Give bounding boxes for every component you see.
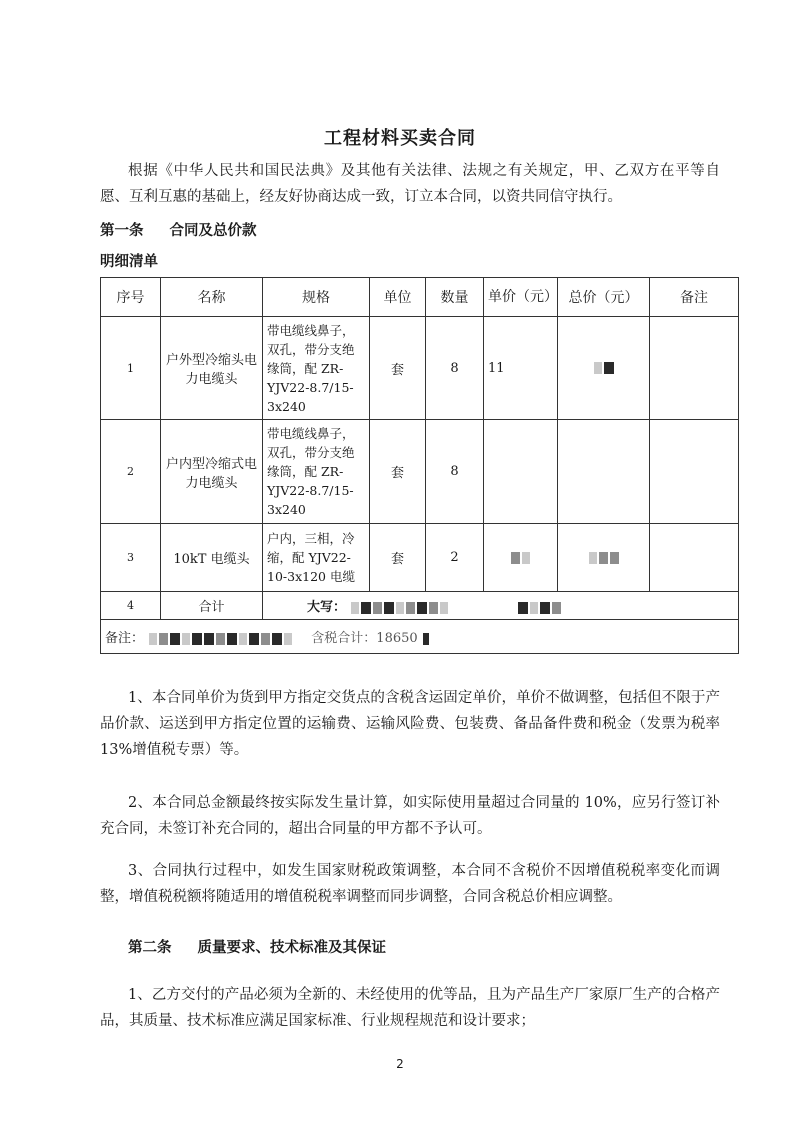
redaction-mark bbox=[272, 633, 282, 645]
table-total-row bbox=[101, 592, 739, 620]
article-2-clause-1: 1、乙方交付的产品必须为全新的、未经使用的优等品，且为产品生产厂家原厂生产的合格产品，其质量、技术标准应满足国家标准、行业规程规范和设计要求； bbox=[100, 987, 720, 1029]
detail-table bbox=[100, 277, 739, 654]
cell-unit: 套 bbox=[370, 420, 426, 524]
cell-remark bbox=[650, 317, 739, 420]
redaction-mark bbox=[373, 602, 382, 614]
redaction-mark bbox=[522, 552, 530, 564]
capital-label: 大写： bbox=[307, 600, 347, 615]
redaction-mark bbox=[204, 633, 214, 645]
cell-remark bbox=[650, 420, 739, 524]
redaction-mark bbox=[216, 633, 225, 645]
header-qty: 数量 bbox=[426, 278, 484, 317]
cell-total bbox=[558, 524, 650, 592]
redaction-mark bbox=[249, 633, 259, 645]
redaction-mark bbox=[261, 633, 270, 645]
header-remark: 备注 bbox=[650, 278, 739, 317]
cell-spec: 带电缆线鼻子，双孔，带分支绝缘筒，配 ZR-YJV22-8.7/15-3x240 bbox=[263, 317, 370, 420]
redaction-mark bbox=[530, 602, 538, 614]
article-1-heading bbox=[100, 219, 257, 240]
intro-paragraph: 根据《中华人民共和国民法典》及其他有关法律、法规之有关规定，甲、乙双方在平等自愿、互利互惠的基础上，经友好协商达成一致，订立本合同，以资共同信守执行。 bbox=[100, 163, 720, 205]
redaction-mark bbox=[149, 633, 157, 645]
cell-unit-price-value: 11 bbox=[488, 360, 505, 376]
redaction-mark bbox=[429, 602, 438, 614]
redaction-mark bbox=[511, 552, 520, 564]
cell-unit-price bbox=[484, 317, 558, 420]
table-row bbox=[101, 524, 739, 592]
redaction-mark bbox=[599, 552, 608, 564]
article-1-title: 合同及总价款 bbox=[169, 223, 257, 239]
page-number: 2 bbox=[396, 1057, 404, 1071]
redaction-mark bbox=[170, 633, 180, 645]
cell-total-label: 合计 bbox=[161, 592, 263, 620]
cell-qty: 2 bbox=[426, 524, 484, 592]
header-unit-price: 单价（元） bbox=[484, 278, 558, 317]
cell-seq: 4 bbox=[101, 592, 161, 620]
redaction-mark bbox=[159, 633, 168, 645]
cell-qty: 8 bbox=[426, 317, 484, 420]
redaction-mark bbox=[192, 633, 202, 645]
header-name: 名称 bbox=[161, 278, 263, 317]
header-total: 总价（元） bbox=[558, 278, 650, 317]
redaction-mark bbox=[227, 633, 237, 645]
redaction-mark bbox=[518, 602, 528, 614]
cell-seq: 2 bbox=[101, 420, 161, 524]
redaction-mark bbox=[351, 602, 359, 614]
table-note-row bbox=[101, 620, 739, 654]
table-row bbox=[101, 317, 739, 420]
cell-unit: 套 bbox=[370, 317, 426, 420]
redaction-mark bbox=[384, 602, 394, 614]
cell-capital-amount bbox=[263, 592, 739, 620]
redaction-mark bbox=[552, 602, 561, 614]
table-row bbox=[101, 420, 739, 524]
cell-spec: 户内，三相，冷缩，配 YJV22-10-3x120 电缆 bbox=[263, 524, 370, 592]
cell-name: 10kT 电缆头 bbox=[161, 524, 263, 592]
redaction-mark bbox=[540, 602, 550, 614]
cell-unit-price bbox=[484, 524, 558, 592]
redaction-mark bbox=[284, 633, 292, 645]
cell-spec: 带电缆线鼻子，双孔，带分支绝缘筒，配 ZR-YJV22-8.7/15-3x240 bbox=[263, 420, 370, 524]
cell-unit-price bbox=[484, 420, 558, 524]
cell-total bbox=[558, 420, 650, 524]
article-2-title: 质量要求、技术标准及其保证 bbox=[197, 940, 386, 956]
cell-seq: 3 bbox=[101, 524, 161, 592]
cell-qty: 8 bbox=[426, 420, 484, 524]
table-header-row bbox=[101, 278, 739, 317]
cell-name: 户内型冷缩式电力电缆头 bbox=[161, 420, 263, 524]
redaction-mark bbox=[361, 602, 371, 614]
redaction-mark bbox=[440, 602, 448, 614]
note-label: 备注： bbox=[105, 631, 145, 646]
redaction-mark bbox=[396, 602, 404, 614]
cell-unit: 套 bbox=[370, 524, 426, 592]
redaction-mark bbox=[589, 552, 597, 564]
detail-list-label: 明细清单 bbox=[100, 254, 158, 270]
article-2-number: 第二条 bbox=[128, 940, 172, 956]
header-spec: 规格 bbox=[263, 278, 370, 317]
article-1-number: 第一条 bbox=[100, 223, 144, 239]
cell-remark bbox=[650, 524, 739, 592]
article-2-heading bbox=[128, 936, 386, 957]
redaction-mark bbox=[406, 602, 415, 614]
redaction-mark bbox=[423, 633, 429, 645]
clause-3: 3、合同执行过程中，如发生国家财税政策调整，本合同不含税价不因增值税税率变化而调整，增值税税额将随适用的增值税税率调整而同步调整，合同含税总价相应调整。 bbox=[100, 863, 720, 905]
cell-note bbox=[101, 620, 739, 654]
redaction-mark bbox=[417, 602, 427, 614]
header-seq: 序号 bbox=[101, 278, 161, 317]
redaction-mark bbox=[239, 633, 247, 645]
redaction-mark bbox=[604, 362, 614, 374]
header-unit: 单位 bbox=[370, 278, 426, 317]
tax-total-label: 含税合计：18650 bbox=[311, 631, 418, 646]
redaction-mark bbox=[610, 552, 619, 564]
clause-1: 1、本合同单价为货到甲方指定交货点的含税含运固定单价，单价不做调整，包括但不限于产品价款、运送到甲方指定位置的运输费、运输风险费、包装费、备品备件费和税金（发票为税率 13%增值税专票）等。 bbox=[100, 690, 720, 758]
contract-title: 工程材料买卖合同 bbox=[324, 128, 476, 149]
redaction-mark bbox=[182, 633, 190, 645]
redaction-mark bbox=[594, 362, 602, 374]
clause-2: 2、本合同总金额最终按实际发生量计算，如实际使用量超过合同量的 10%，应另行签订补充合同，未签订补充合同的，超出合同量的甲方都不予认可。 bbox=[100, 795, 720, 837]
cell-total bbox=[558, 317, 650, 420]
cell-name: 户外型冷缩头电力电缆头 bbox=[161, 317, 263, 420]
cell-seq: 1 bbox=[101, 317, 161, 420]
